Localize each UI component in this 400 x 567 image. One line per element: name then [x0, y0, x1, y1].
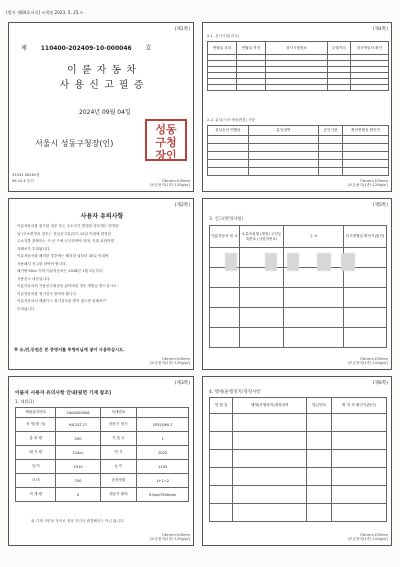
paper-spec: 74mm×105mm (보존용지(1종) 120g/㎡) [347, 357, 388, 365]
cert-no-label: 제 [21, 45, 27, 52]
note-line: 주소지를 관할하는 시·군·구에 신고하여야 하며, 이를 위반하면 [17, 239, 115, 243]
cert-number: 110400-202409-10-000046 [40, 45, 132, 52]
page-number: (제6쪽) [372, 381, 388, 386]
issue-date: 2024년 09월 04일 [79, 109, 131, 116]
notes-title: 사용자 유의사항 [80, 213, 124, 220]
spec-row: 적 재 량 0 원동기 출력 9.0ps/7500rpm [16, 488, 189, 502]
bottom-code-approval: 96.10.4 승인 [12, 179, 34, 183]
col-confirm: 확인연월일 확인자 [343, 126, 389, 136]
inspection-table [207, 41, 389, 91]
col-approval-org: 승인기관 [318, 126, 342, 136]
spec-row: 차 명(형 식) HJ125T-27 원동기 형식 1P52QMI-7 [16, 418, 189, 432]
spec-mgmt-label: 제원관리번호 [16, 408, 56, 418]
col-tuning-detail: 튜닝내역 [248, 126, 318, 136]
paper-spec: 74mm×105mm (보존용지(1종) 120g/㎡) [149, 357, 190, 365]
official-seal: 성동구청장인 [145, 119, 187, 161]
redacted-block [287, 253, 299, 271]
spec-table [15, 407, 189, 502]
inspection-title: 2-1. 검사사항(검사) [207, 34, 239, 38]
col-to: 연월일 까지 [236, 42, 265, 55]
spec-row: 배 기 량 124cc 연 식 2025 [16, 446, 189, 460]
page-number: (제2쪽) [174, 203, 190, 208]
col-confirm: 확 인 자 확인기관(인) [332, 398, 387, 414]
note-line: 사용신고 대상입니다. [17, 276, 51, 281]
redacted-block [265, 253, 277, 271]
change-report-table [209, 225, 387, 348]
user-notes-panel [8, 198, 194, 370]
col-owner: 소유자성명 (명칭) 주민등록번호 (사업자번호) [240, 226, 284, 248]
paper-spec: 74mm×105mm (보존용지(1종) 120g/㎡) [347, 533, 388, 541]
spec-row: 길 이 1910 높 이 1105 [16, 460, 189, 474]
change-report-title: 3. 신고(변경사항) [209, 217, 244, 222]
col-issue-no: 발급번호 [307, 398, 332, 414]
note-line: 배기량 50cc 이하 이륜자동차는 2018년 1월 1일 부터 [17, 269, 103, 273]
note-line: 부과됩니다. [17, 306, 36, 311]
page-number: (제1쪽) [174, 27, 190, 32]
col-report-date: 신고연월일 확인기관(인) [344, 226, 387, 248]
cert-cover-panel [8, 22, 194, 192]
suspension-title: 4. 행세(운행정지)정정사항 [209, 390, 261, 395]
redacted-block [225, 253, 237, 271]
tuning-title: 2-2. 튜닝(구조·장치변경) 사항 [207, 118, 255, 122]
note-line: 이륜자동차를 정기검사 받아야 합니다. [17, 291, 78, 296]
notes-list [17, 223, 119, 313]
col-address: 주 소 [284, 226, 344, 248]
cert-ho: 호 [145, 45, 152, 52]
spec-panel-title: 이륜자 사용자 유의사항 안내(뒷면 기재 참조) [15, 391, 112, 396]
note-line: 이륜자동차를 폐지한 경우에는 폐지한 날부터 30일 이내에 [17, 254, 109, 258]
form-reference: [별지 제64호서식] <개정 2023. 5. 25.> [6, 10, 84, 15]
col-from: 연월일 부터 [208, 42, 237, 55]
spec-panel [8, 376, 194, 546]
change-report-panel [202, 198, 392, 370]
chassis-value [137, 408, 189, 418]
cert-title-line1: 이 륜 자 동 차 [66, 65, 137, 76]
col-vehicle-no: 이륜자동차 번 호 [210, 226, 240, 248]
notes-warning: ※ 유,번,등원은 본 증명서를 투명비닐에 넣어 사용하십시오. [14, 347, 125, 352]
page-number: (제5쪽) [372, 203, 388, 208]
note-line: 사용폐지 신고를 하여야 합니다. [17, 261, 67, 266]
note-line: 이륜자동차의 사용신고필증을 잃어버린 경우 재발급 받으십시오. [17, 284, 118, 288]
paper-spec: 74mm×105mm (보존용지(1종) 120g/㎡) [347, 179, 388, 187]
redacted-block [341, 253, 355, 271]
col-approval-date: 튜닝승인 연월일 [208, 126, 249, 136]
redacted-block [317, 253, 331, 271]
col-detail: 행세(운행정지)정정내역 [233, 398, 307, 414]
col-place: 검사시행장소 [265, 42, 327, 55]
cert-title-line2: 사 용 신 고 필 증 [59, 80, 145, 91]
issuer-name: 서울시 성동구청장(인) [35, 139, 114, 148]
page-number: (제3쪽) [174, 381, 190, 386]
bottom-code: 33331-06261장 [12, 173, 40, 177]
paper-spec: 74mm×105mm (보존용지(1종) 120g/㎡) [149, 533, 190, 541]
spec-warning: 위 기재 사항을 자의로 정정 하거나 변경해서는 아니 됩니다. [31, 519, 125, 523]
tuning-table [207, 125, 389, 176]
page-number: (제4쪽) [372, 27, 388, 32]
inspection-panel [202, 22, 392, 192]
suspension-table [209, 397, 387, 522]
note-line: 날 (주소변경의 경우는 전입신고일)부터 15일 이내에 변경된 [17, 231, 112, 236]
cert-number-row [21, 43, 151, 52]
note-line: 과태료가 부과됩니다. [17, 246, 51, 251]
paper-spec: 74mm×105mm (보존용지(1종) 120g/㎡) [149, 179, 190, 187]
note-line: 이륜자동차의 배출가스 정기검사를 받지 않으면 과태료가 [17, 299, 107, 303]
suspension-panel [202, 376, 392, 546]
spec-row: 너 비 700 승차정원 1+1=2 [16, 474, 189, 488]
col-mileage: 주행거리 [327, 42, 350, 55]
chassis-label: 차대번호 [100, 408, 137, 418]
spec-section-title: 1. 제원(1) [15, 399, 35, 404]
spec-mgmt-number: 240A500006 [56, 408, 100, 418]
col-date: 연 월 일 [210, 398, 233, 414]
spec-row: 총 중 량 250 기 통 수 1 [16, 432, 189, 446]
col-inspector: 검사책임자 확인 [350, 42, 388, 55]
note-line: 이륜자동차를 취득한 경우 또는 주소지가 변경된 경우에는 변경된 [17, 224, 119, 228]
